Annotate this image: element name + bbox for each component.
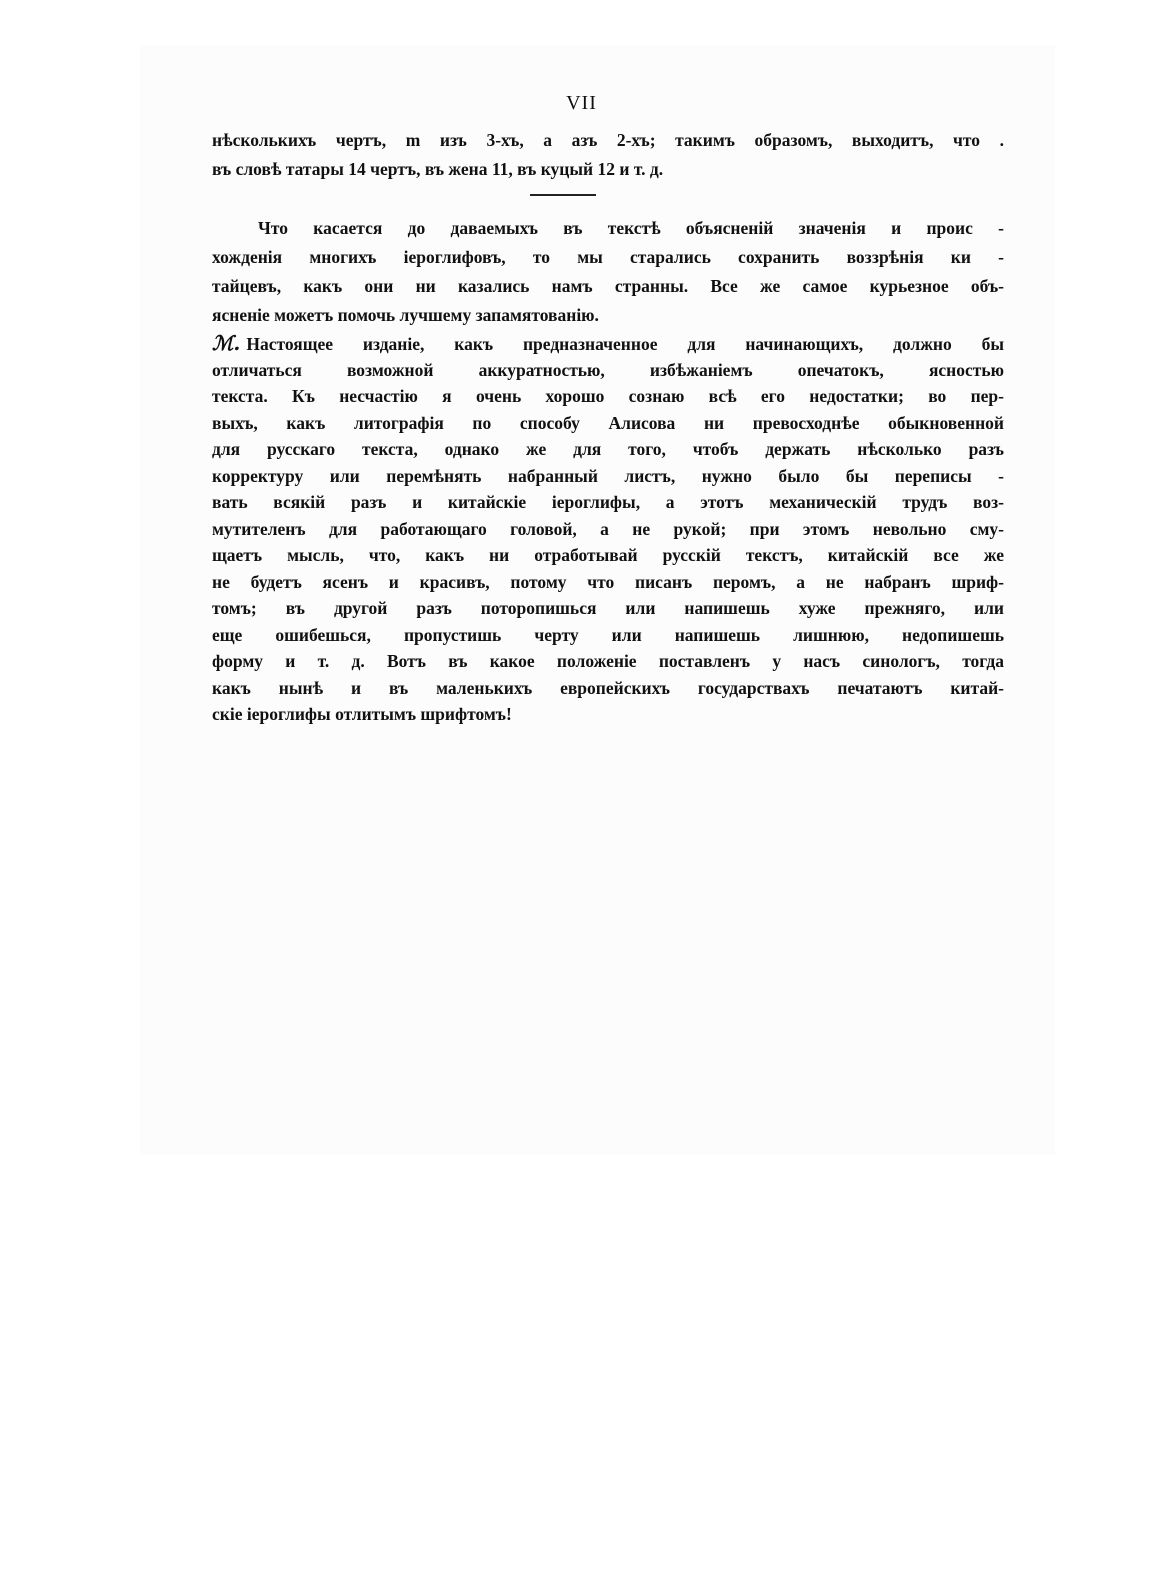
text-line: вать всякій разъ и китайскіе іероглифы, а этотъ механическій трудъ воз- (212, 492, 1004, 512)
text-line: выхъ, какъ литографія по способу Алисова ни превосходнѣе обыкновенной (212, 412, 1004, 433)
paragraph-top (212, 126, 1004, 184)
text-line: въ словѣ татары 14 чертъ, въ жена 11, въ куцый 12 и т. д. (212, 159, 664, 179)
section-separator (530, 194, 596, 196)
text-line: отличаться возможной аккуратностью, избѣжаніемъ опечатокъ, ясностью (212, 359, 1004, 380)
text-line: текста. Къ несчастію я очень хорошо сознаю всѣ его недостатки; во пер- (212, 386, 1004, 406)
text-line: форму и т. д. Вотъ въ какое положеніе поставленъ у насъ синологъ, тогда (212, 651, 1004, 671)
page-number: VII (566, 92, 597, 114)
text-line: нѣсколькихъ чертъ, m изъ 3-хъ, a азъ 2-хъ; такимъ образомъ, выходитъ, что . (212, 130, 1004, 150)
text-line: для русскаго текста, однако же для того, чтобъ держать нѣсколько разъ (212, 439, 1004, 459)
text-line: скіе іероглифы отлитымъ шрифтомъ! (212, 704, 512, 724)
text-line: томъ; въ другой разъ поторопишься или напишешь хуже прежняго, или (212, 598, 1004, 618)
text-line: мутителенъ для работающаго головой, а не рукой; при этомъ невольно сму- (212, 518, 1004, 539)
text-line: ясненіе можетъ помочь лучшему запамятованію. (212, 305, 599, 325)
text-line: тайцевъ, какъ они ни казались намъ странны. Все же самое курьезное объ- (212, 276, 1004, 296)
text-line-first (212, 330, 1004, 357)
paragraph-bottom (212, 330, 1004, 728)
text-line: хожденія многихъ іероглифовъ, то мы старались сохранить воззрѣнія ки - (212, 247, 1004, 267)
paragraph-mid (212, 214, 1004, 330)
text-line: не будетъ ясенъ и красивъ, потому что писанъ перомъ, а не набранъ шриф- (212, 571, 1004, 592)
text-line: корректуру или перемѣнять набранный листъ, нужно было бы переписы - (212, 465, 1004, 486)
text-line-content: Настоящее изданіе, какъ предназначенное для начинающихъ, должно бы (246, 334, 1004, 354)
text-line: еще ошибешься, пропустишь черту или напишешь лишнюю, недопишешь (212, 624, 1004, 645)
text-line: какъ нынѣ и въ маленькихъ европейскихъ государствахъ печатаютъ китай- (212, 677, 1004, 698)
text-line: Что касается до даваемыхъ въ текстѣ объясненій значенія и проис - (258, 218, 1004, 238)
handwritten-margin-mark: ℳ. (212, 331, 241, 355)
text-line: щаетъ мысль, что, какъ ни отработывай русскій текстъ, китайскій все же (212, 545, 1004, 565)
